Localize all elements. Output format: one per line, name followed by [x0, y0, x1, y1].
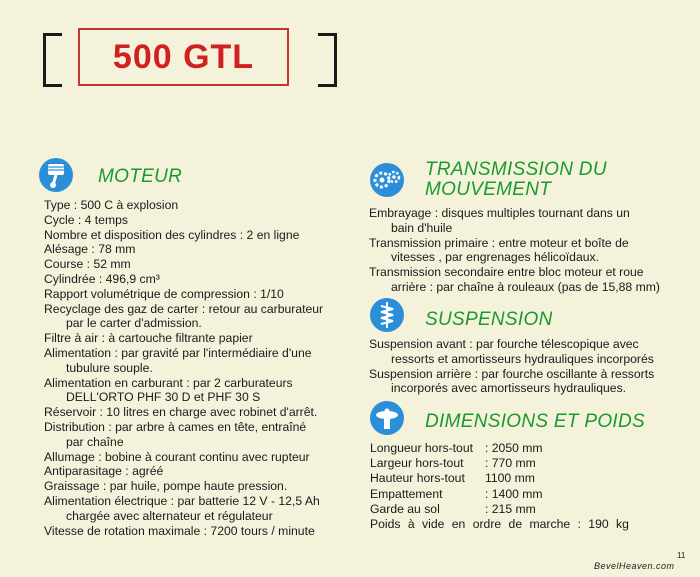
heading-transmission-line1: TRANSMISSION DU: [425, 159, 607, 180]
dimension-label: Empattement: [370, 486, 443, 501]
spec-line: Embrayage : disques multiples tournant dans un: [369, 206, 630, 220]
heading-transmission: [425, 160, 607, 200]
dimension-label: Largeur hors-tout: [370, 456, 464, 471]
motorcycle-front-icon: [369, 400, 405, 436]
spec-line: Recyclage des gaz de carter : retour au carburateur: [44, 301, 324, 316]
piston-icon: [38, 157, 74, 193]
heading-moteur: MOTEUR: [98, 166, 183, 187]
spec-line: Suspension avant : par fourche télescopique avec: [369, 337, 639, 351]
suspension-specs: [369, 337, 659, 396]
dimension-value: : 215 mm: [485, 501, 536, 516]
spec-line-continued: vitesses , par engrenages hélicoïdaux.: [391, 250, 599, 265]
title-box: [78, 28, 289, 86]
spring-icon: [369, 297, 405, 333]
spec-line: Alimentation en carburant : par 2 carburateurs: [44, 375, 293, 390]
page-title: 500 GTL: [112, 37, 255, 76]
dimension-label: Garde au sol: [370, 501, 440, 516]
spec-line: Réservoir : 10 litres en charge avec robinet d'arrêt.: [44, 405, 318, 420]
spec-line: Course : 52 mm: [44, 257, 131, 272]
spec-line: Nombre et disposition des cylindres : 2 en ligne: [44, 227, 300, 242]
dimensions-table: [370, 441, 660, 532]
dimension-row: [370, 502, 660, 517]
spec-line-continued: arrière : par chaîne à rouleaux (pas de 15,88 mm): [391, 279, 660, 294]
title-bracket-right: [318, 33, 337, 87]
heading-dimensions: DIMENSIONS ET POIDS: [425, 411, 646, 432]
dimension-row: [370, 456, 660, 471]
title-bracket-left: [43, 33, 62, 87]
dimension-value: : 770 mm: [485, 456, 536, 471]
spec-line: Antiparasitage : agréé: [44, 464, 164, 479]
spec-line: Allumage : bobine à courant continu avec rupteur: [44, 449, 310, 464]
spec-line: Transmission primaire : entre moteur et boîte de: [369, 235, 629, 250]
spec-line: Cylindrée : 496,9 cm³: [44, 271, 160, 286]
spec-line: Alimentation électrique : par batterie 12 V - 12,5 Ah: [44, 493, 320, 508]
spec-line-continued: incorporés avec amortisseurs hydrauliques.: [391, 381, 627, 396]
dimension-value: : 1400 mm: [485, 486, 543, 501]
dimension-value: 1100 mm: [485, 471, 535, 486]
spec-line: Vitesse de rotation maximale : 7200 tours / minute: [44, 523, 315, 538]
footer-site: BevelHeaven.com: [594, 561, 675, 571]
transmission-specs: [369, 206, 659, 295]
spec-line: Distribution : par arbre à cames en tête, entraîné: [44, 419, 307, 434]
spec-line-continued: bain d'huile: [391, 220, 453, 235]
spec-line-continued: chargée avec alternateur et régulateur: [66, 508, 273, 523]
heading-transmission-line2: MOUVEMENT: [425, 179, 552, 200]
spec-line: Transmission secondaire entre bloc moteur et roue: [369, 265, 644, 280]
spec-line: Suspension arrière : par fourche oscillante à ressorts: [369, 366, 655, 381]
spec-line: Graissage : par huile, pompe haute pression.: [44, 479, 288, 494]
dimension-row: [370, 487, 660, 502]
dimension-row: [370, 471, 660, 486]
spec-line-continued: ressorts et amortisseurs hydrauliques incorporés: [391, 351, 654, 366]
spec-line-continued: tubulure souple.: [66, 360, 153, 375]
spec-line: Type : 500 C à explosion: [44, 198, 179, 212]
moteur-specs: [44, 198, 344, 538]
heading-suspension: SUSPENSION: [425, 309, 553, 330]
spec-line: Alimentation : par gravité par l'intermédiaire d'une: [44, 345, 312, 360]
dimension-value: : 2050 mm: [485, 441, 543, 455]
spec-line-continued: par chaîne: [66, 434, 124, 449]
spec-line-continued: DELL'ORTO PHF 30 D et PHF 30 S: [66, 390, 261, 405]
weight-row: Poids à vide en ordre de marche : 190 kg: [370, 517, 629, 532]
spec-line: Alésage : 78 mm: [44, 242, 136, 257]
spec-line: Filtre à air : à cartouche filtrante papier: [44, 331, 253, 346]
dimension-row: [370, 441, 660, 456]
dimension-label: Longueur hors-tout: [370, 441, 473, 455]
gears-icon: [369, 162, 405, 198]
spec-line: Cycle : 4 temps: [44, 212, 128, 227]
page-number: 11: [677, 551, 686, 560]
spec-line-continued: par le carter d'admission.: [66, 316, 202, 331]
dimension-label: Hauteur hors-tout: [370, 471, 465, 486]
spec-line: Rapport volumétrique de compression : 1/10: [44, 286, 284, 301]
